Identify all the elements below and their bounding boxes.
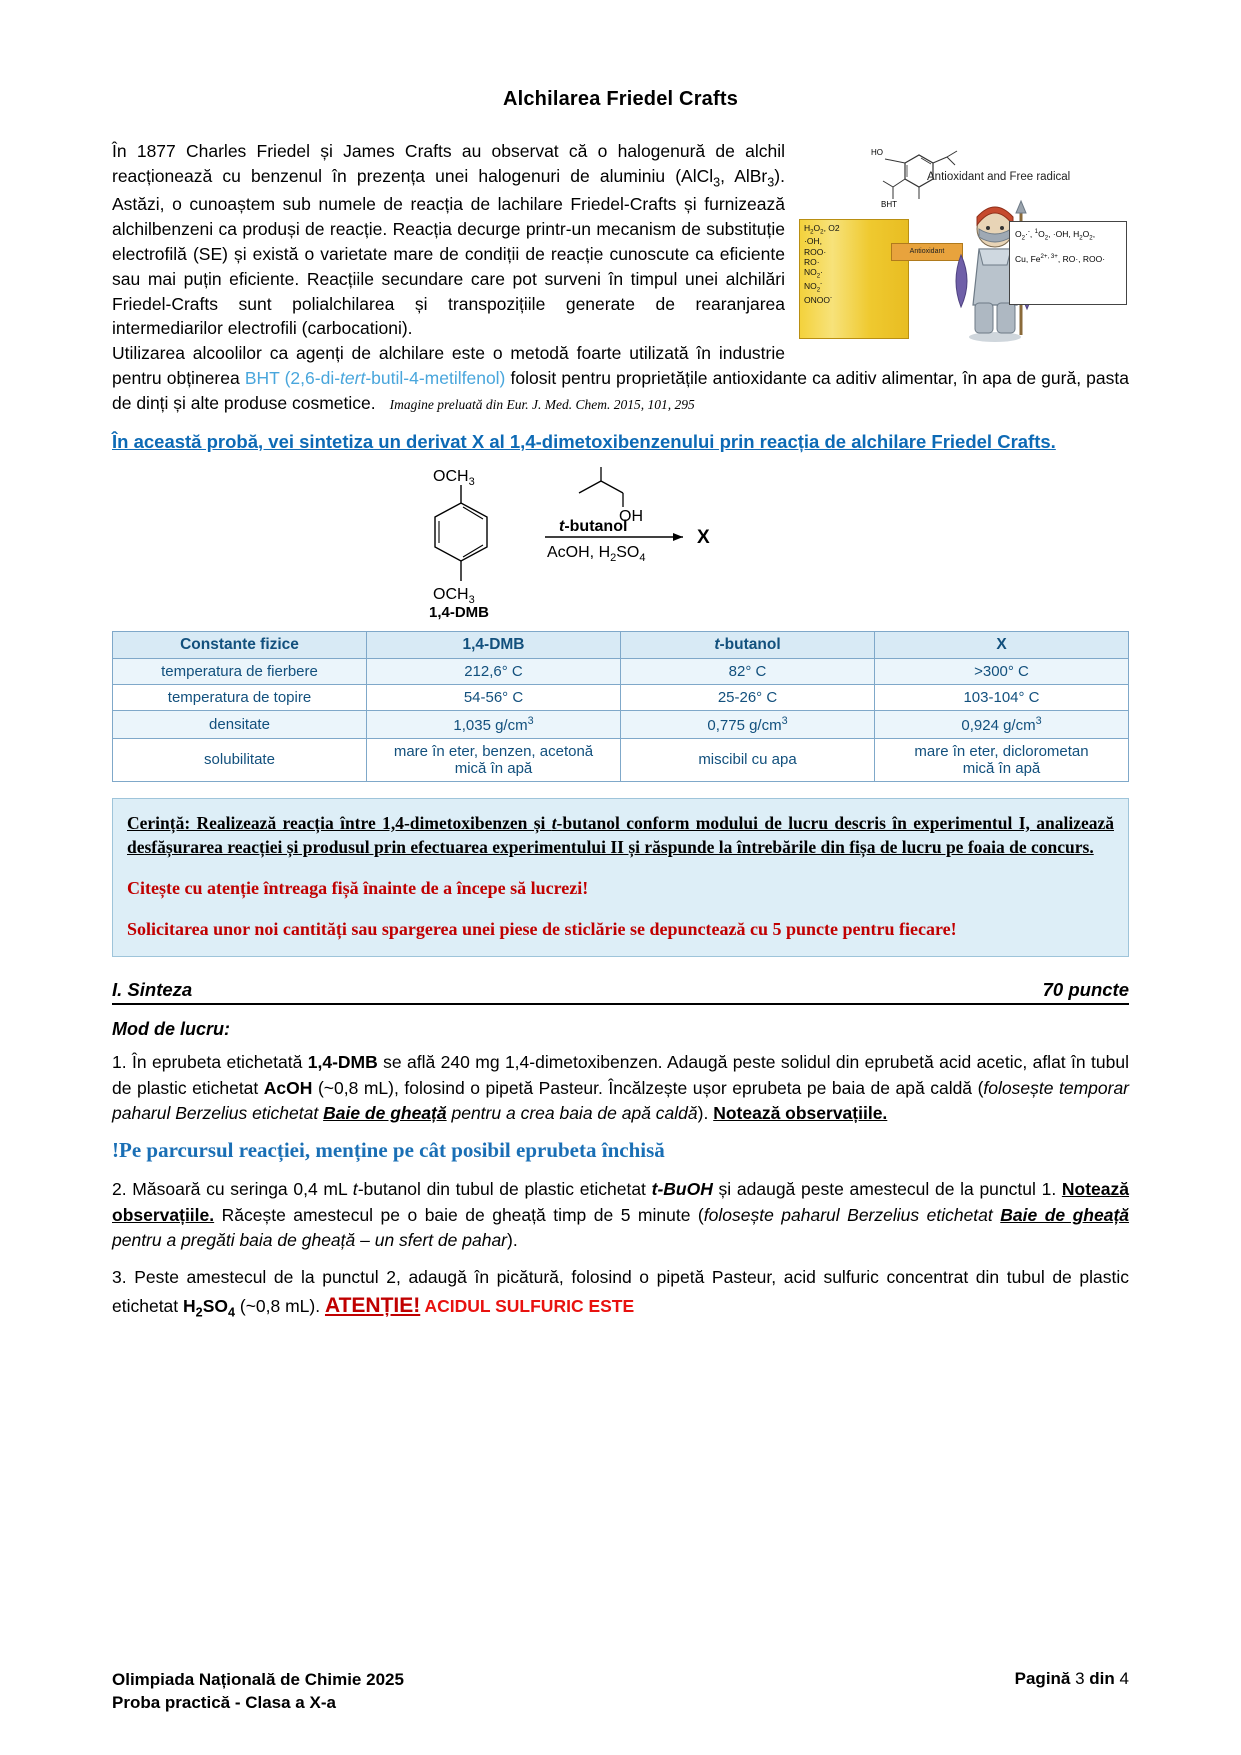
section-points: 70 puncte [1042, 979, 1129, 1001]
bht-name-ital: tert [340, 368, 366, 389]
ros-list-panel [799, 219, 909, 339]
requirement-text-ital: t- [551, 812, 563, 833]
bht-name-part2: -butil-4-metilfenol) [365, 368, 506, 389]
row-label-bp: temperatura de fierbere [113, 658, 367, 684]
step3-b: (~0,8 mL). [235, 1295, 325, 1316]
antioxidant-arrow-label: Antioxidant [891, 243, 963, 261]
step1-a: 1. În eprubeta etichetată [112, 1052, 308, 1073]
cell-mp-dmb: 54-56° C [367, 684, 621, 710]
footer-pagination [1015, 1669, 1129, 1689]
footer-page-total: 4 [1119, 1669, 1129, 1689]
svg-text:t-butanol: t-butanol [558, 517, 627, 535]
bht-name-part1: BHT (2,6-di- [244, 368, 341, 389]
procedure-step-1 [112, 1050, 1129, 1126]
intro-paragraph-1: În 1877 Charles Friedel și James Crafts au observat că o halogenură de alchil reacționează cu benzenul în prezența unei halogenuri de aluminiu (AlCl$_3$, AlBr$_3$). Astăzi, o cunoaștem sub numele de reacția de lachilare Friedel-Crafts și furnizează alchilbenzeni ca produși de reacție. Reacția decurge printr-un mecanism de substituție electrofilă (SE) și există o varietate mare de condiții de reacție cunoscute ca eficiente sau mai puțin eficiente. Reacțiile secundare care pot surveni în timpul unei alchilări Friedel-Crafts sunt polialchilarea și transpozițiile generate de rearanjarea intermediarilor electrofili (carbocationi). [112, 141, 785, 339]
step2-note-observations: Notează observațiile. [112, 1179, 1129, 1225]
cell-bp-tbut: 82° C [621, 658, 875, 684]
image-source-caption: Imagine preluată din Eur. J. Med. Chem. 2015, 101, 295 [389, 396, 695, 412]
th-constants: Constante fizice [113, 631, 367, 658]
figure-caption: Antioxidant and Free radical [927, 171, 1071, 183]
radicals-row-2: Cu, $Fe^{2+, 3+}$, RO·, ROO· [1015, 252, 1106, 264]
row-label-solubility: solubilitate [113, 738, 367, 781]
step1-label-acoh: AcOH [263, 1077, 313, 1098]
physical-constants-table [112, 631, 1129, 782]
page-title: Alchilarea Friedel Crafts [502, 88, 739, 110]
step1-ital-a: folosește temporar paharul Berzelius etichetat [112, 1077, 1129, 1123]
requirement-text-a: Cerință: Realizează reacția între 1,4-dimetoxibenzen și [127, 812, 552, 833]
cell-density-x: 0,924 $g/cm^3$ [875, 710, 1129, 738]
row-label-density: densitate [113, 710, 367, 738]
table-row [113, 710, 1129, 738]
step2-c: și adaugă peste amestecul de la punctul 1. [712, 1179, 1062, 1200]
cell-bp-dmb: 212,6° C [367, 658, 621, 684]
cell-density-dmb: 1,035 $g/cm^3$ [367, 710, 621, 738]
footer-olympiad: Olimpiada Națională de Chimie 2025 [112, 1670, 404, 1690]
reaction-scheme [112, 465, 1129, 625]
footer-of-label: din [1084, 1669, 1120, 1689]
blue-procedure-note: !Pe parcursul reacției, menține pe cât posibil eprubeta închisă [112, 1138, 665, 1163]
svg-text:HO: HO [871, 148, 883, 157]
step2-ital-a: folosește paharul Berzelius etichetat [703, 1204, 1001, 1225]
cell-mp-x: 103-104° C [875, 684, 1129, 710]
footer-page-label: Pagină [1014, 1669, 1076, 1689]
table-row [113, 658, 1129, 684]
svg-text:OCH3: $OCH_3$ [432, 585, 475, 606]
step2-ice-bath-label: Baie de gheață [1000, 1204, 1130, 1225]
step2-ital-b: pentru a pregăti baia de gheață – un sfert de pahar [112, 1230, 508, 1251]
cell-solubility-dmb: mare în eter, benzen, acetonă mică în apă [367, 738, 621, 781]
radicals-row-1: $O_2\cdot^-$, $^1O_2$, ·OH, $H_2O_2$, [1015, 228, 1096, 242]
warning-penalty: Solicitarea unor noi cantități sau spargerea unei piese de sticlărie se depunctează cu 5 puncte pentru fiecare! [127, 918, 957, 939]
svg-text:OCH3: $OCH_3$ [432, 467, 475, 488]
step2-ital: t- [352, 1179, 364, 1200]
radicals-panel [1009, 221, 1127, 305]
table-header-row [113, 631, 1129, 658]
table-row [113, 738, 1129, 781]
intro-p1-a: În 1877 Charles Friedel și James Crafts au observat că o halogenură de alchil reacționează cu benzenul în prezența unei halogenuri de aluminiu (AlCl [112, 141, 785, 186]
attention-label: ATENȚIE! [324, 1293, 421, 1317]
bht-label-text: BHT [881, 200, 897, 209]
intro-section [112, 139, 1129, 416]
procedure-step-2 [112, 1177, 1129, 1253]
section-title: I. Sinteza [112, 979, 193, 1001]
svg-text:1,4-DMB: 1,4-DMB [428, 603, 489, 621]
page-footer [112, 1669, 1129, 1715]
cell-bp-x: >300° C [875, 658, 1129, 684]
step1-c: se află 240 mg 1,4-dimetoxibenzen. Adaugă peste solidul din eprubetă acid acetic, aflat în tubul de plastic etichetat [112, 1052, 1129, 1098]
cell-solubility-tbut: miscibil cu apa [621, 738, 875, 781]
row-label-mp: temperatura de topire [113, 684, 367, 710]
svg-text:X: X [696, 526, 710, 548]
svg-text:AcOH, H2SO4: AcOH, $H_2SO_4$ [546, 543, 645, 564]
step2-e: ). [507, 1230, 518, 1251]
intro-p1-b: , AlBr [720, 165, 768, 186]
bht-figure [799, 143, 1129, 343]
step3-red-warning: ACIDUL SULFURIC ESTE [420, 1295, 635, 1316]
step2-d: Răcește amestecul pe o baie de gheață timp de 5 minute ( [214, 1204, 704, 1225]
step1-d: (~0,8 mL), folosind o pipetă Pasteur. Încălzește ușor eprubeta pe baia de apă caldă ( [312, 1077, 984, 1098]
requirement-text [127, 811, 1114, 860]
th-x: X [875, 631, 1129, 658]
cell-mp-tbut: 25-26° C [621, 684, 875, 710]
task-heading: În această probă, vei sintetiza un derivat X al 1,4-dimetoxibenzenului prin reacția de alchilare Friedel Crafts. [112, 430, 1056, 452]
requirement-box [112, 798, 1129, 957]
step3-label-h2so4: $H_2SO_4$ [183, 1295, 235, 1320]
step2-a: 2. Măsoară cu seringa 0,4 mL [112, 1179, 353, 1200]
procedure-heading: Mod de lucru: [112, 1019, 230, 1040]
step2-label-tbuoh: t-BuOH [651, 1179, 713, 1200]
cell-solubility-x: mare în eter, diclorometan mică în apă [875, 738, 1129, 781]
warning-read-carefully: Citește cu atenție întreaga fișă înainte de a începe să lucrezi! [127, 877, 589, 898]
step1-e: ). [697, 1102, 714, 1123]
ros-list-text: $H_2O_2$, O2 ·OH, ROO· RO· $NO_2\cdot$ $NO_2^-$ ONOO- [804, 223, 840, 306]
footer-exam: Proba practică - Clasa a X-a [112, 1693, 336, 1713]
th-dmb: 1,4-DMB [367, 631, 621, 658]
table-row [113, 684, 1129, 710]
bht-name-blue [245, 368, 506, 388]
intro-p1-c: ). Astăzi, o cunoaștem sub numele de reacția de lachilare Friedel-Crafts și furnizează alchilbenzeni ca produși de reacție. Reacția decurge printr-un mecanism de substituție electrofilă (SE) și există o varietate mare de condiții de reacție cunoscute ca eficiente sau mai puțin eficiente. Reacțiile secundare care pot surveni în timpul unei alchilări Friedel-Crafts sunt polialchilarea și transpozițiile generate de rearanjarea intermediarilor electrofili (carbocationi). [112, 165, 785, 339]
th-tbutanol: t-butanol [621, 631, 875, 658]
svg-text:OH: OH [618, 507, 643, 525]
step2-b: butanol din tubul de plastic etichetat [363, 1179, 652, 1200]
procedure-step-3 [112, 1265, 1129, 1321]
intro-p2-a: Utilizarea alcoolilor ca agenți de alchilare este o metodă foarte utilizată în industrie pentru obținerea [112, 343, 785, 389]
section-header-synthesis [112, 979, 1129, 1005]
footer-page-number: 3 [1075, 1669, 1085, 1689]
step3-a: 3. Peste amestecul de la punctul 2, adaugă în picătură, folosind o pipetă Pasteur, acid sulfuric concentrat din tubul de plastic etichetat [112, 1267, 1129, 1316]
footer-left [112, 1669, 404, 1715]
bht-figure-container [799, 143, 1129, 343]
intro-paragraph-2 [112, 341, 1129, 416]
step1-ice-bath-label: Baie de gheață [323, 1102, 447, 1123]
reaction-scheme-svg [311, 465, 931, 623]
intro-p2-b: folosit pentru proprietățile antioxidante ca aditiv alimentar, în apa de gură, pasta de dinți și alte produse cosmetice. [112, 368, 1129, 413]
cell-density-tbut: 0,775 $g/cm^3$ [621, 710, 875, 738]
step1-note-observations: Notează observațiile. [713, 1102, 888, 1123]
step1-ital-b: pentru a crea baia de apă caldă [446, 1102, 698, 1123]
step1-label-dmb: 1,4-DMB [307, 1052, 378, 1073]
requirement-text-b: butanol conform modului de lucru descris în experimentul I, analizează desfășurarea reacției și produsul prin efectuarea experimentului II și răspunde la întrebările din fișa de lucru pe foaia de concurs. [127, 812, 1114, 858]
